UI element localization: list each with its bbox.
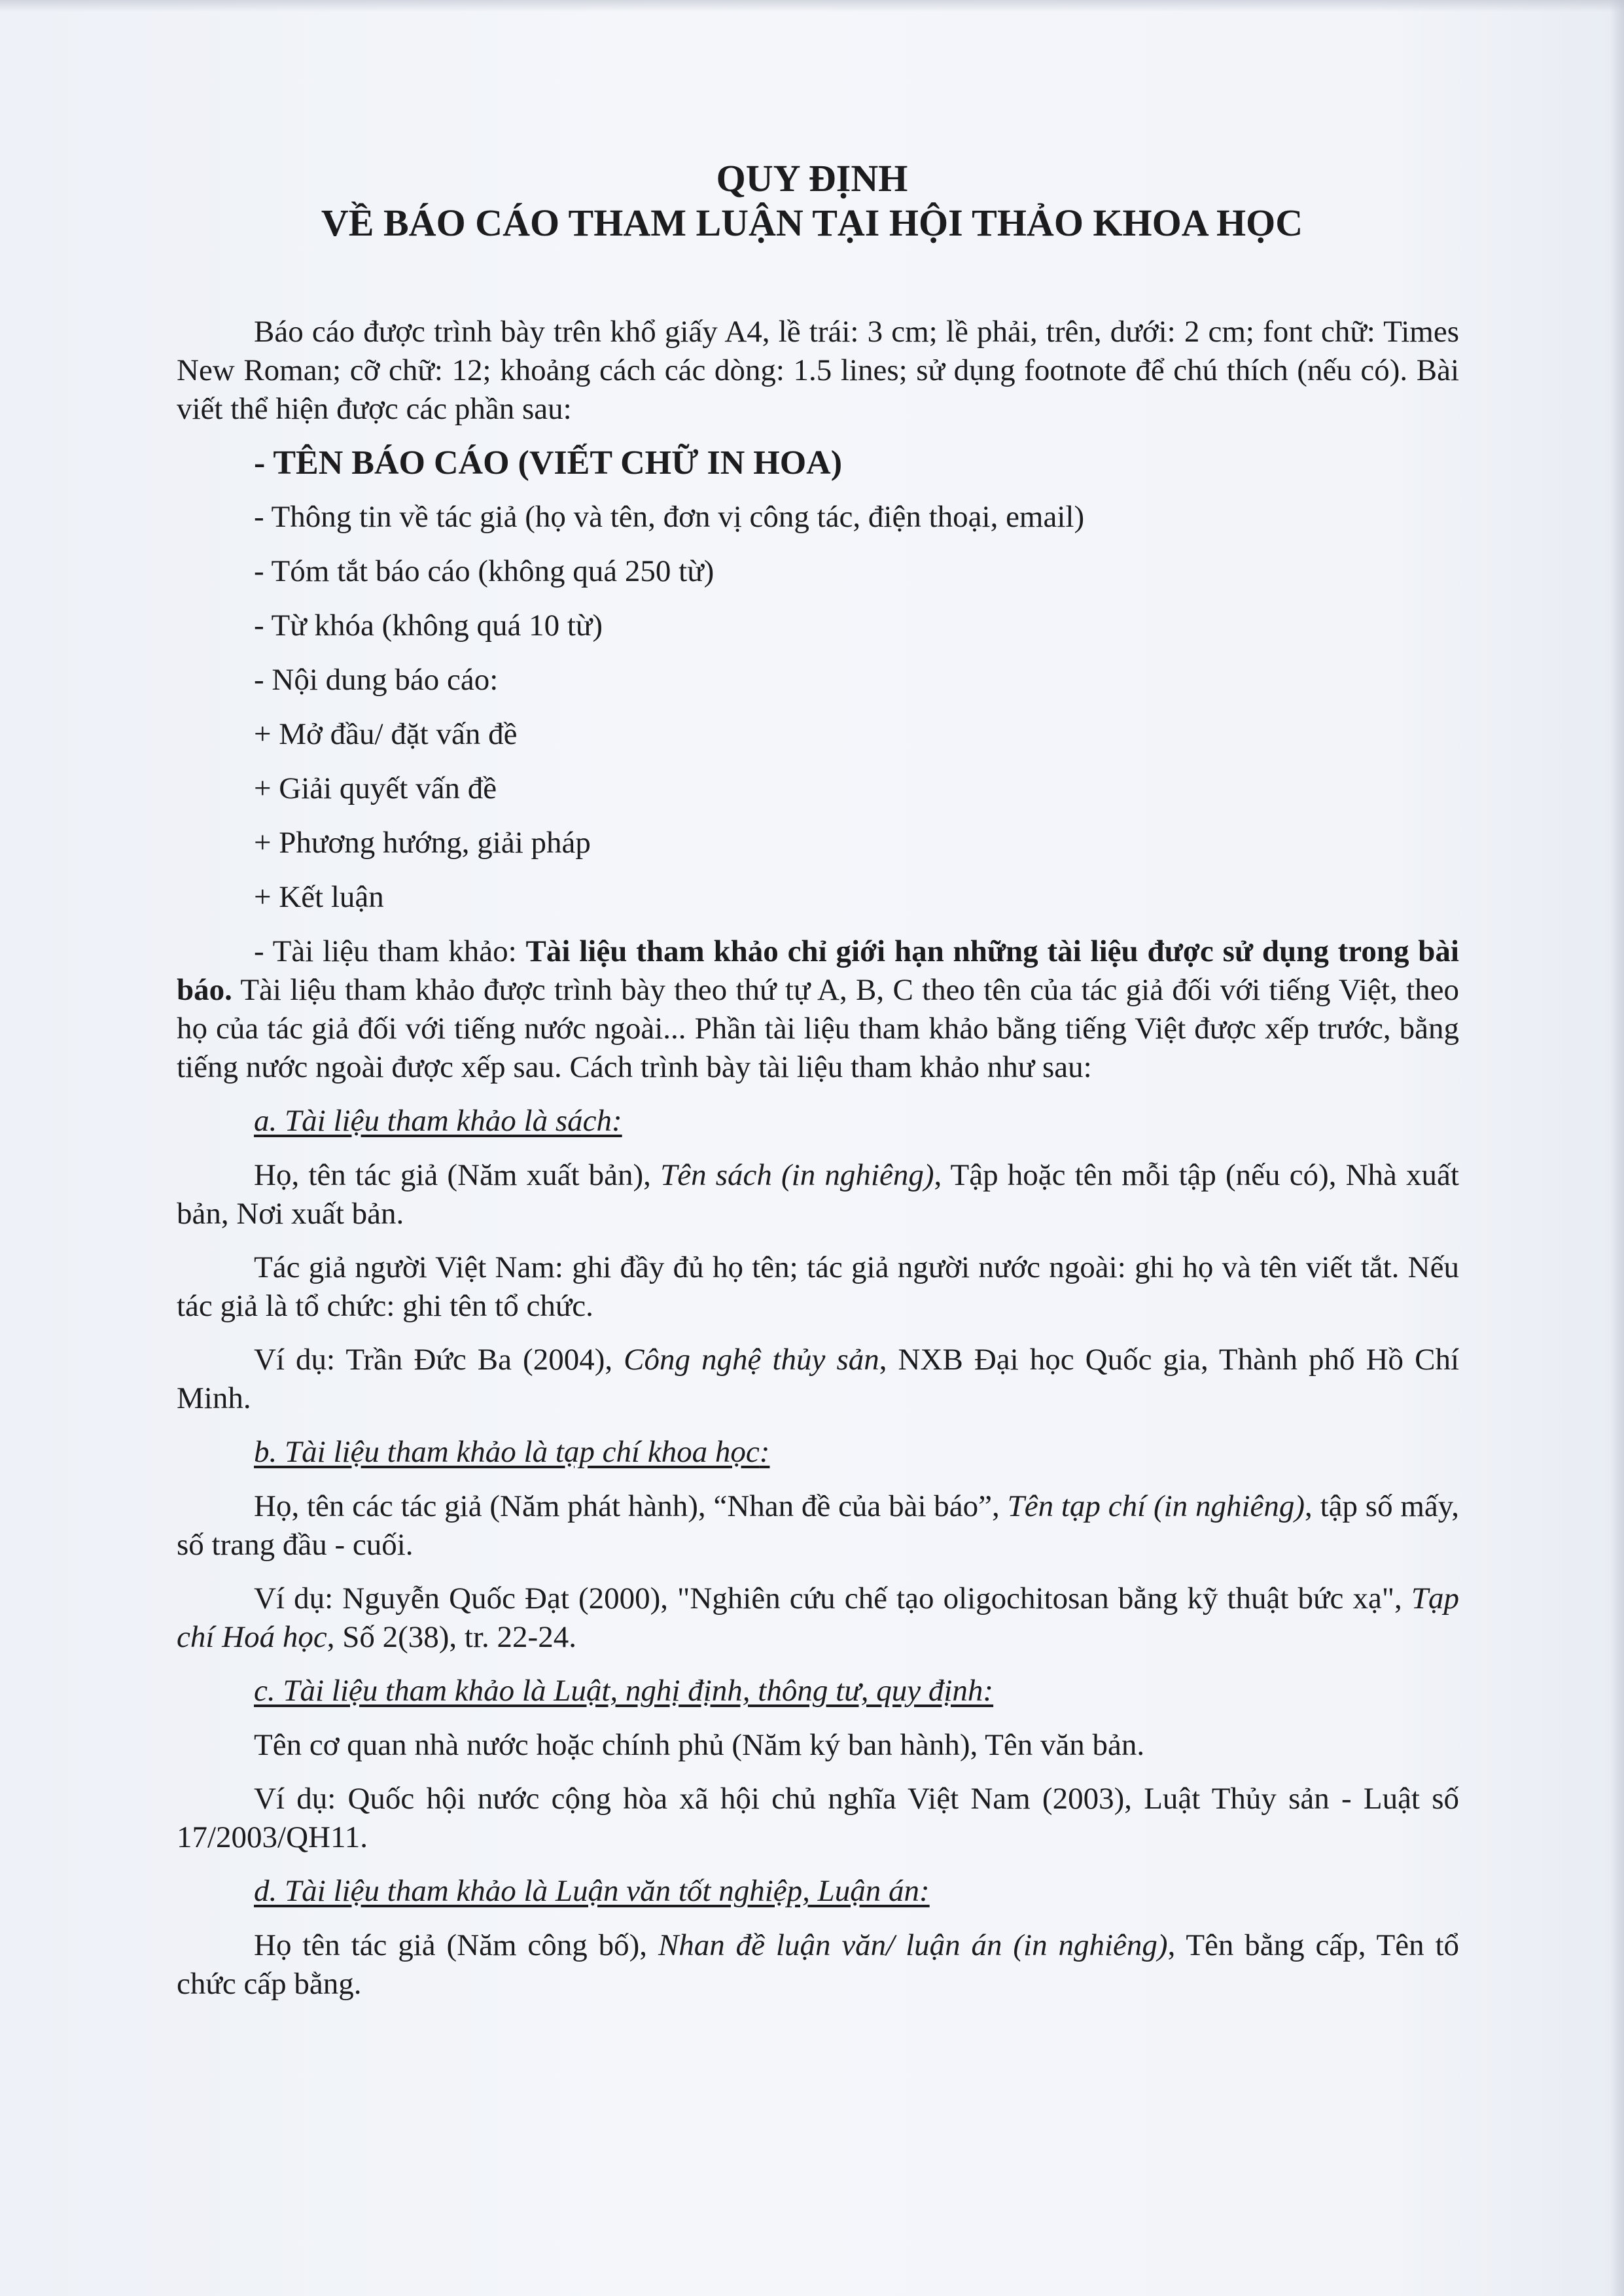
section-a-example: Ví dụ: Trần Đức Ba (2004), Công nghệ thủy sản, NXB Đại học Quốc gia, Thành phố Hồ Chí Minh. [177, 1343, 1459, 1415]
section-c-format: Tên cơ quan nhà nước hoặc chính phủ (Năm ký ban hành), Tên văn bản. [254, 1728, 1145, 1762]
scan-right-edge [1610, 0, 1624, 2296]
list-item-abstract: - Tóm tắt báo cáo (không quá 250 từ) [254, 554, 715, 588]
list-item-keywords: - Từ khóa (không quá 10 từ) [254, 609, 603, 643]
section-d-format: Họ tên tác giả (Năm công bố), Nhan đề luận văn/ luận án (in nghiêng), Tên bằng cấp, Tên tổ chức cấp bằng. [177, 1928, 1459, 2001]
document-title: QUY ĐỊNH [716, 157, 908, 200]
scan-top-shadow [0, 0, 1624, 12]
section-b-format: Họ, tên các tác giả (Năm phát hành), “Nhan đề của bài báo”, Tên tạp chí (in nghiêng), tập số mấy, số trang đầu - cuối. [177, 1489, 1459, 1562]
section-c-heading: c. Tài liệu tham khảo là Luật, nghị định, thông tư, quy định: [254, 1674, 994, 1708]
list-item-report-title: - TÊN BÁO CÁO (VIẾT CHỮ IN HOA) [254, 444, 843, 482]
list-item-content: - Nội dung báo cáo: [254, 663, 499, 697]
section-a-note: Tác giả người Việt Nam: ghi đầy đủ họ tên; tác giả người nước ngoài: ghi họ và tên viết tắt. Nếu tác giả là tổ chức: ghi tên tổ chức. [177, 1250, 1459, 1323]
document-body [177, 313, 1459, 2019]
section-d-heading: d. Tài liệu tham khảo là Luận văn tốt nghiệp, Luận án: [254, 1874, 930, 1908]
section-c-example: Ví dụ: Quốc hội nước cộng hòa xã hội chủ nghĩa Việt Nam (2003), Luật Thủy sản - Luật số 17/2003/QH11. [177, 1782, 1459, 1854]
section-a-heading: a. Tài liệu tham khảo là sách: [254, 1104, 622, 1138]
references-rest: Tài liệu tham khảo được trình bày theo thứ tự A, B, C theo tên của tác giả đối với tiếng Việt, theo họ của tác giả đối với tiếng nước ngoài... Phần tài liệu tham khảo bằng tiếng Việt được xếp trước, bằng tiếng nước ngoài được xếp sau. Cách trình bày tài liệu tham khảo như sau: [177, 973, 1459, 1084]
section-b-heading: b. Tài liệu tham khảo là tạp chí khoa học: [254, 1435, 770, 1469]
section-a-format: Họ, tên tác giả (Năm xuất bản), Tên sách (in nghiêng), Tập hoặc tên mỗi tập (nếu có), Nhà xuất bản, Nơi xuất bản. [177, 1158, 1459, 1231]
list-item-solution: + Giải quyết vấn đề [254, 771, 497, 805]
list-item-direction: + Phương hướng, giải pháp [254, 826, 591, 860]
list-item-introduction: + Mở đầu/ đặt vấn đề [254, 717, 518, 751]
section-b-example: Ví dụ: Nguyễn Quốc Đạt (2000), "Nghiên cứu chế tạo oligochitosan bằng kỹ thuật bức xạ", Tạp chí Hoá học, Số 2(38), tr. 22-24. [177, 1581, 1459, 1654]
references-lead: - Tài liệu tham khảo: [254, 934, 526, 968]
references-paragraph [177, 932, 1459, 1087]
references-rule: Tài liệu tham khảo chỉ giới hạn những tài liệu được sử dụng trong bài báo. [177, 934, 1459, 1007]
intro-paragraph: Báo cáo được trình bày trên khổ giấy A4, lề trái: 3 cm; lề phải, trên, dưới: 2 cm; font chữ: Times New Roman; cỡ chữ: 12; khoảng cách các dòng: 1.5 lines; sử dụng footnote để chú thích (nếu có). Bài viết thể hiện được các phần sau: [177, 315, 1459, 426]
list-item-conclusion: + Kết luận [254, 880, 384, 914]
document-subtitle: VỀ BÁO CÁO THAM LUẬN TẠI HỘI THẢO KHOA HỌC [321, 202, 1303, 244]
list-item-author-info: - Thông tin về tác giả (họ và tên, đơn vị công tác, điện thoại, email) [254, 500, 1085, 534]
